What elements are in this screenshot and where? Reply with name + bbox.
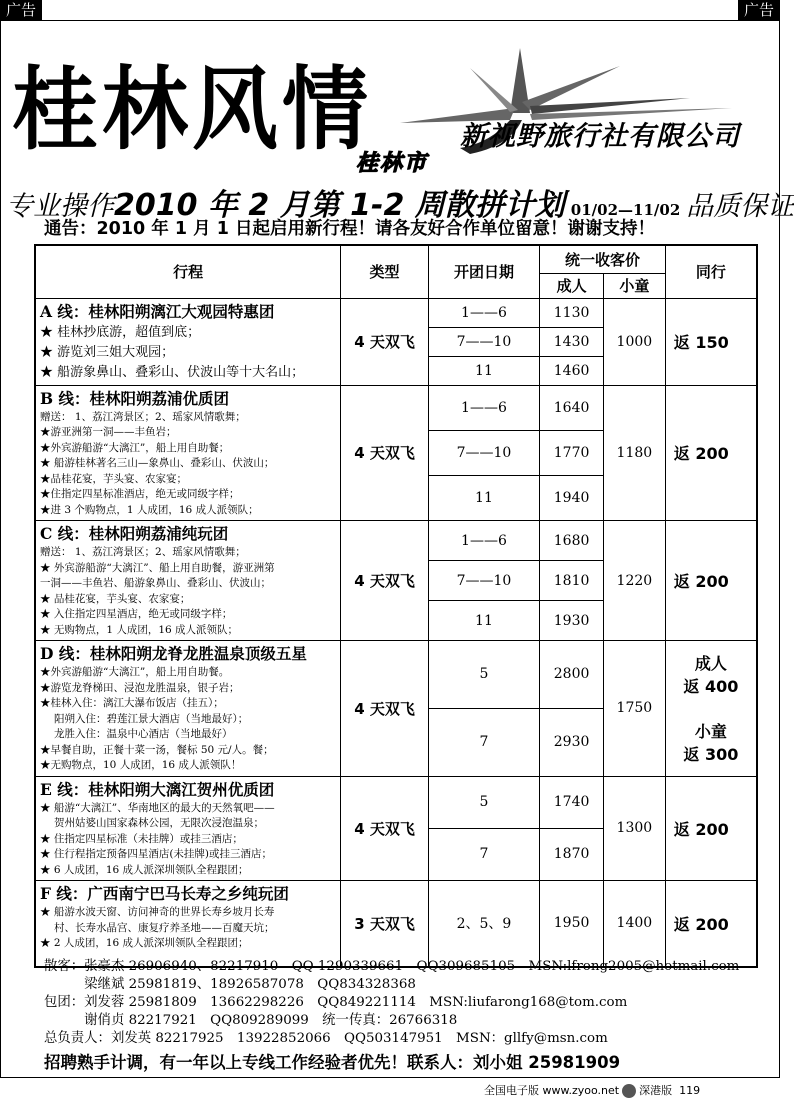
contact-line: 散客：张豪杰 26906940、82217910 QQ 1290339661 QQ309685105 MSN:lfrong2005@hotmail.com xyxy=(44,959,740,974)
adult-price: 1940 xyxy=(540,475,604,520)
adult-price: 1460 xyxy=(540,356,604,385)
route-d xyxy=(35,641,341,777)
route-type: 4 天双飞 xyxy=(341,385,428,521)
route-detail: ★ 桂林抄底游，超值到底； xyxy=(40,324,201,340)
contact-line: 总负责人：刘发英 82217925 13922852066 QQ503147951 MSN：gllfy@msn.com xyxy=(44,1031,608,1046)
city-name: 桂林市 xyxy=(356,151,429,176)
adult-price: 1770 xyxy=(540,430,604,475)
peer-child-rebate: 返 300 xyxy=(683,745,739,765)
notice: 通告：2010 年 1 月 1 日起启用新行程！请各友好合作单位留意！谢谢支持！ xyxy=(44,219,656,239)
child-price: 1180 xyxy=(603,385,665,521)
header-date: 开团日期 xyxy=(428,245,539,298)
route-detail: ★游览龙脊梯田、浸泡龙胜温泉，银子岩； xyxy=(40,681,240,694)
date-cell: 1——6 xyxy=(428,298,539,327)
header-child: 小童 xyxy=(603,273,665,298)
route-detail: ★住指定四星标准酒店，绝无或同级字样； xyxy=(40,488,240,500)
route-b xyxy=(35,385,341,521)
route-detail: ★ 入住指定四星酒店，绝无或同级字样； xyxy=(40,608,233,620)
route-detail: ★ 住行程指定预备四星酒店(未挂牌)或挂三酒店； xyxy=(40,848,273,860)
date-cell: 2、5、9 xyxy=(428,881,539,967)
route-detail: ★无购物点，10 人成团，16 成人派领队！ xyxy=(40,759,242,771)
route-detail: ★外宾游船游“大漓江”，船上用自助餐； xyxy=(40,441,230,454)
header-price: 统一收客价 xyxy=(540,245,666,273)
route-title: B 线：桂林阳朔荔浦优质团 xyxy=(40,388,229,408)
route-type: 4 天双飞 xyxy=(341,776,428,881)
child-price: 1750 xyxy=(603,641,665,777)
child-price: 1220 xyxy=(603,521,665,641)
date-cell: 5 xyxy=(428,641,539,709)
header-adult: 成人 xyxy=(540,273,604,298)
child-price: 1000 xyxy=(603,298,665,385)
route-title: D 线：桂林阳朔龙脊龙胜温泉顶级五星 xyxy=(40,644,307,663)
date-cell: 1——6 xyxy=(428,385,539,430)
ad-label-right: 广告 xyxy=(738,0,780,20)
contact-line: 谢俏贞 82217921 QQ809289099 统一传真：26766318 xyxy=(44,1013,458,1028)
child-price: 1400 xyxy=(603,881,665,967)
peer-rebate: 返 200 xyxy=(665,881,757,967)
peer-child-label: 小童 xyxy=(694,722,727,742)
route-detail: ★ 船游水波天窗、访问神奇的世界长寿乡坡月长寿 xyxy=(40,906,275,918)
date-cell: 7——10 xyxy=(428,430,539,475)
route-detail: 村、长寿水晶宫、康复疗养圣地——百魔天坑； xyxy=(54,921,275,934)
route-detail: ★游亚洲第一洞——丰鱼岩； xyxy=(40,426,177,438)
contact-line: 梁继斌 25981819、18926587078 QQ834328368 xyxy=(44,977,416,992)
route-title: E 线：桂林阳朔大漓江贺州优质团 xyxy=(40,779,275,799)
adult-price: 1130 xyxy=(540,298,604,327)
adult-price: 1740 xyxy=(540,776,604,828)
route-detail: 龙胜入住：温泉中心酒店（当地最好） xyxy=(54,728,233,740)
route-detail: ★ 船游桂林著名三山—象鼻山、叠彩山、伏波山； xyxy=(40,457,275,469)
route-type: 4 天双飞 xyxy=(341,641,428,777)
route-a xyxy=(35,298,341,385)
route-detail: ★进 3 个购物点，1 人成团，16 成人派领队； xyxy=(40,503,259,516)
adult-price: 1680 xyxy=(540,521,604,561)
route-type: 3 天双飞 xyxy=(341,881,428,967)
route-detail: ★外宾游船游“大漓江”，船上用自助餐。 xyxy=(40,666,230,678)
headline-prefix: 专业操作 xyxy=(6,191,114,222)
adult-price: 1640 xyxy=(540,385,604,430)
route-detail: 阳朔入住：碧莲江景大酒店（当地最好）； xyxy=(54,712,249,725)
route-detail: ★ 船游象鼻山、叠彩山、伏波山等十大名山； xyxy=(40,364,305,380)
route-detail: ★ 品桂花宴，芋头宴、农家宴； xyxy=(40,592,191,605)
header-peer: 同行 xyxy=(665,245,757,298)
schedule-table xyxy=(34,244,758,968)
page-number: 119 xyxy=(679,1084,701,1097)
peer-rebate: 返 200 xyxy=(665,521,757,641)
route-detail: ★品桂花宴，芋头宴、农家宴； xyxy=(40,472,187,485)
headline-suffix: 品质保证 xyxy=(686,191,794,222)
route-detail: ★ 船游“大漓江”、华南地区的最大的天然氧吧—— xyxy=(40,801,275,814)
adult-price: 2930 xyxy=(540,708,604,776)
recruit-notice: 招聘熟手计调，有一年以上专线工作经验者优先！联系人：刘小姐 25981909 xyxy=(44,1053,621,1072)
adult-price: 1430 xyxy=(540,327,604,356)
route-title: F 线：广西南宁巴马长寿之乡纯玩团 xyxy=(40,884,289,903)
date-cell: 7 xyxy=(428,708,539,776)
route-detail: 赠送： 1、荔江湾景区；2、瑶家风情歌舞； xyxy=(40,546,246,558)
route-detail: ★早餐自助，正餐十菜一汤，餐标 50 元/人。餐； xyxy=(40,743,274,756)
contact-line: 包团：刘发蓉 25981809 13662298226 QQ849221114 MSN:liufarong168@tom.com xyxy=(44,995,628,1010)
route-title: C 线：桂林阳朔荔浦纯玩团 xyxy=(40,524,229,543)
company-name: 新视野旅行社有限公司 xyxy=(460,121,740,152)
date-cell: 5 xyxy=(428,776,539,828)
route-detail: 一洞——丰鱼岩、船游象鼻山、叠彩山、伏波山； xyxy=(40,577,271,589)
route-detail: 赠送： 1、荔江湾景区；2、瑶家风情歌舞； xyxy=(40,410,246,423)
peer-rebate xyxy=(665,641,757,777)
brand-title: 桂林风情 xyxy=(12,57,372,163)
child-price: 1300 xyxy=(603,776,665,881)
date-cell: 1——6 xyxy=(428,521,539,561)
adult-price: 1950 xyxy=(540,881,604,967)
date-cell: 7——10 xyxy=(428,561,539,601)
adult-price: 2800 xyxy=(540,641,604,709)
route-detail: ★桂林入住：漓江大瀑布饭店（挂五）； xyxy=(40,697,224,709)
route-f xyxy=(35,881,341,967)
peer-rebate: 返 150 xyxy=(665,298,757,385)
route-detail: ★ 住指定四星标准（未挂牌）或挂三酒店； xyxy=(40,832,243,845)
route-detail: ★ 外宾游船游“大漓江”、船上用自助餐，游亚洲第 xyxy=(40,561,275,574)
route-detail: ★ 6 人成团，16 成人派深圳领队全程跟团； xyxy=(40,863,249,876)
route-detail: ★ 游览刘三姐大观园； xyxy=(40,344,175,360)
route-c xyxy=(35,521,341,641)
route-type: 4 天双飞 xyxy=(341,298,428,385)
route-detail: ★ 无购物点，1 人成团，16 成人派领队； xyxy=(40,623,239,636)
ad-label-left: 广告 xyxy=(0,0,42,20)
headline-range: 01/02—11/02 xyxy=(570,201,681,219)
header-type: 类型 xyxy=(341,245,428,298)
adult-price: 1810 xyxy=(540,561,604,601)
peer-adult-label: 成人 xyxy=(694,654,727,674)
route-title: A 线：桂林阳朔漓江大观园特惠团 xyxy=(40,301,275,321)
adult-price: 1930 xyxy=(540,601,604,641)
peer-rebate: 返 200 xyxy=(665,776,757,881)
peer-adult-rebate: 返 400 xyxy=(683,677,739,697)
page-footer xyxy=(484,1082,700,1098)
date-cell: 7 xyxy=(428,828,539,880)
route-detail: 贺州姑婆山国家森林公园，无限次浸泡温泉； xyxy=(54,817,264,829)
route-e xyxy=(35,776,341,881)
footer-site: 全国电子版 www.zyoo.net xyxy=(484,1084,620,1097)
headline-plan: 2010 年 2 月第 1-2 周散拼计划 xyxy=(114,188,565,223)
date-cell: 7——10 xyxy=(428,327,539,356)
header-route: 行程 xyxy=(35,245,341,298)
date-cell: 11 xyxy=(428,356,539,385)
adult-price: 1870 xyxy=(540,828,604,880)
route-detail: ★ 2 人成团，16 成人派深圳领队全程跟团； xyxy=(40,937,249,949)
route-type: 4 天双飞 xyxy=(341,521,428,641)
footer-edition: 深港版 xyxy=(639,1084,673,1097)
peer-rebate: 返 200 xyxy=(665,385,757,521)
site-logo-icon xyxy=(622,1084,636,1098)
date-cell: 11 xyxy=(428,475,539,520)
date-cell: 11 xyxy=(428,601,539,641)
contact-block xyxy=(44,958,739,1048)
